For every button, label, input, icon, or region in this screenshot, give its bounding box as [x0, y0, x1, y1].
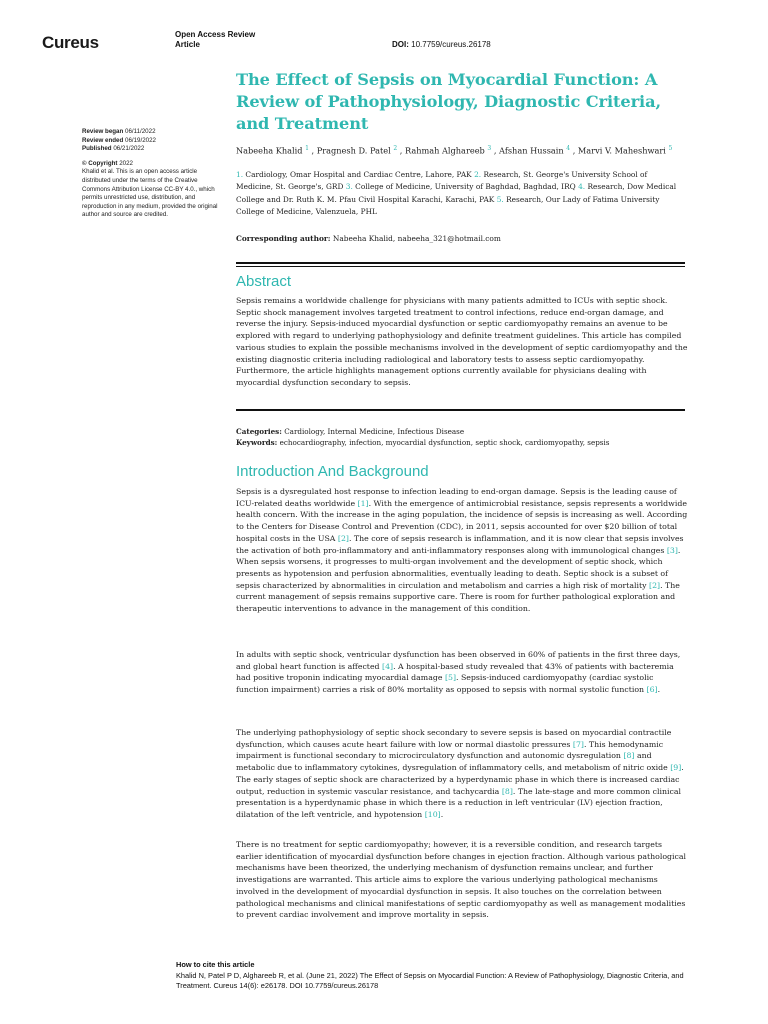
categories-keywords	[236, 427, 696, 448]
citation-link[interactable]: [2]	[337, 533, 349, 543]
citation-link[interactable]: [2]	[649, 580, 661, 590]
abstract-heading: Abstract	[236, 273, 292, 290]
author-affiliation-ref[interactable]: 4	[566, 145, 571, 152]
paragraph-text: The underlying pathophysiology of septic shock secondary to severe sepsis is based on myocardial contractile dysfunction, which causes acute heart failure with low or normal diastolic pressures	[236, 728, 672, 749]
affiliation-number: 1.	[236, 170, 244, 179]
author-affiliation-ref[interactable]: 2	[393, 145, 398, 152]
copyright: © Copyright 2022	[82, 159, 133, 167]
affiliation-text: Cardiology, Omar Hospital and Cardiac Centre, Lahore, PAK	[245, 170, 472, 179]
section-divider	[236, 266, 685, 267]
citation-text: Khalid N, Patel P D, Alghareeb R, et al. (June 21, 2022) The Effect of Sepsis on Myocardial Function: A Review of Pathophysiology, Diagnostic Criteria, and Treatment. Cureus 14(6): e26178. DOI 10.7759/cureus.26178	[176, 970, 684, 990]
author-name[interactable]: Marvi V. Maheshwari	[577, 145, 666, 156]
paragraph-text: . The core of sepsis research is inflammation, and it is now clear that sepsis involves the activation of both pro-inflammatory and anti-inflammatory responses along with immunological changes	[236, 533, 684, 555]
author-name[interactable]: Nabeeha Khalid	[236, 145, 303, 156]
paragraph-text: . The late-stage and more common clinical presentation is a hyperdynamic phase in which there is a reduction in left ventricular (LV) ejection fraction, dilatation of the left ventricle, and hypotension	[236, 786, 681, 819]
affiliation-number: 2.	[474, 170, 482, 179]
paragraph-text: . With the emergence of antimicrobial resistance, sepsis represents a worldwide health concern. With the increase in the aging population, the incidence of sepsis is increasing as well. According to the Centers for Disease Control and Prevention (CDC), in 2011, sepsis accounted for over $20 billion of total hospital costs in the USA	[236, 498, 688, 543]
affiliation-text: Research, Our Lady of Fatima University College of Medicine, Valenzuela, PHL	[236, 194, 660, 217]
author-name[interactable]: Rahmah Alghareeb	[404, 145, 485, 156]
intro-paragraph-2	[236, 649, 688, 696]
section-divider	[236, 409, 685, 411]
article-type-line2: Article	[175, 40, 200, 49]
introduction-heading: Introduction And Background	[236, 463, 429, 480]
cureus-logo[interactable]: Cureus	[42, 33, 99, 52]
publication-sidebar	[82, 128, 222, 220]
paragraph-text: . The early stages of septic shock are characterized by a hyperdynamic phase in which there is increased cardiac output, reduction in systemic vascular resistance, and tachycardia	[236, 763, 684, 796]
citation-link[interactable]: [8]	[623, 751, 635, 761]
author-affiliation-ref[interactable]: 3	[487, 145, 492, 152]
paragraph-text: . When sepsis worsens, it progresses to multi-organ involvement and the development of septic shock, which presents as hypotension and perfusion abnormalities, eventually leading to death. Septic shock is a subset of sepsis characterized by abnormalities in circulation and metabolism and carries a high risk of mortality	[236, 545, 681, 590]
affiliation-text: Research, Dow Medical College and Dr. Ruth K. M. Pfau Civil Hospital Karachi, Karachi, PAK	[236, 182, 677, 204]
paragraph-text: There is no treatment for septic cardiomyopathy; however, it is a reversible condition, and research targets earlier identification of myocardial dysfunction before changes in ejection fraction. Although various pathological mechanisms have been theorized, the underlying mechanism of dysfunction remains unclear, and further investigations are warranted. This article aims to explore the various underlying pathological mechanisms involved in the development of myocardial dysfunction in sepsis. It also touches on the correlation between pathological mechanisms and clinical manifestations of septic cardiomyopathy as well as management modalities to prevent cardiac involvement and improve mortality in sepsis.	[236, 840, 687, 920]
intro-paragraph-4	[236, 839, 688, 921]
citation-heading: How to cite this article	[176, 960, 255, 969]
author-name[interactable]: Afshan Hussain	[499, 145, 564, 156]
citation-link[interactable]: [1]	[357, 498, 369, 508]
citation-link[interactable]: [8]	[501, 786, 513, 796]
citation-link[interactable]: [9]	[670, 763, 682, 773]
abstract-body: Sepsis remains a worldwide challenge for physicians with many patients admitted to ICUs with septic shock. Septic shock management involves targeted treatment to control infections, reduce end-organ damage, and reverse the injury. Sepsis-induced myocardial dysfunction or septic cardiomyopathy remains an avenue to be explored with regard to underlying pathophysiology and definite treatment guidelines. This article has compiled various studies to explain the possible mechanisms involved in the development of septic cardiomyopathy and the existing diagnostic criteria including radiological and laboratory tests to assess septic cardiomyopathy. Furthermore, the article highlights management options currently available for physicians dealing with myocardial dysfunction secondary to sepsis.	[236, 296, 688, 387]
affiliation-number: 5.	[496, 194, 504, 204]
citation-link[interactable]: [10]	[424, 809, 441, 819]
paragraph-text: and metabolic due to inflammatory cytokines, dysregulation of inflammatory cells, and metabolism of nitric oxide	[236, 751, 671, 773]
corresponding-value[interactable]: Nabeeha Khalid, nabeeha_321@hotmail.com	[332, 234, 501, 243]
citation-link[interactable]: [6]	[646, 685, 658, 695]
paragraph-text: . The current management of sepsis remains supportive care. There is room for further pathological exploration and therapeutic interventions to advance in the management of this condition.	[236, 580, 680, 614]
paragraph-text: . This hemodynamic impairment is functional secondary to microcirculatory dysfunction and autonomic dysregulation	[236, 739, 664, 761]
citation-link[interactable]: [4]	[382, 661, 394, 671]
article-title: The Effect of Sepsis on Myocardial Function: A Review of Pathophysiology, Diagnostic Criteria, and Treatment	[236, 70, 662, 133]
paragraph-text: Sepsis is a dysregulated host response to infection leading to end-organ damage. Sepsis is the leading cause of ICU-related deaths worldwide	[236, 487, 677, 508]
affiliation-text: Research, St. George's University School of Medicine, St. George's, GRD	[236, 170, 648, 192]
keywords: Keywords: echocardiography, infection, myocardial dysfunction, septic shock, cardiomyopathy, sepsis	[236, 437, 610, 447]
affiliations	[236, 169, 686, 219]
doi-label: DOI:	[392, 40, 409, 49]
section-divider	[236, 262, 685, 264]
doi-header	[392, 40, 491, 49]
review-ended: Review ended 06/19/2022	[82, 136, 156, 144]
citation-link[interactable]: [7]	[572, 739, 584, 749]
categories: Categories: Cardiology, Internal Medicine, Infectious Disease	[236, 427, 465, 436]
paragraph-text: . A hospital-based study revealed that 43% of patients with bacteremia had positive troponin indicating myocardial damage	[236, 661, 674, 683]
article-type	[175, 30, 255, 50]
author-affiliation-ref[interactable]: 5	[668, 145, 673, 152]
intro-paragraph-3	[236, 727, 688, 821]
paragraph-text: .	[440, 809, 444, 819]
paragraph-text: . Sepsis-induced cardiomyopathy (cardiac systolic function impairment) carries a risk of 80% mortality as opposed to sepsis with normal systolic function	[236, 673, 654, 695]
doi-value[interactable]: 10.7759/cureus.26178	[411, 40, 491, 49]
author-affiliation-ref[interactable]: 1	[305, 145, 309, 152]
license-text: Khalid et al. This is an open access article distributed under the terms of the Creative Commons Attribution License CC-BY 4.0., which permits unrestricted use, distribution, and reproduction in any medium, provided the original author and source are credited.	[82, 168, 218, 219]
citation-link[interactable]: [3]	[666, 545, 678, 555]
intro-paragraph-1	[236, 486, 688, 615]
paragraph-text: .	[657, 685, 661, 695]
author-name[interactable]: Pragnesh D. Patel	[316, 145, 391, 156]
corresponding-author	[236, 234, 501, 243]
paragraph-text: In adults with septic shock, ventricular dysfunction has been observed in 60% of patients in the first three days, and global heart function is affected	[236, 650, 681, 671]
published-date: Published 06/21/2022	[82, 145, 145, 153]
affiliation-number: 4.	[578, 182, 586, 192]
author-list: Nabeeha Khalid $^1$ , Pragnesh D. Patel $^2$ , Rahmah Alghareeb $^3$ , Afshan Hussain $^4$ , Marvi V. Maheshwari $^5$	[236, 145, 673, 156]
affiliation-number: 3.	[345, 182, 353, 192]
citation-link[interactable]: [5]	[444, 673, 456, 683]
review-began: Review began 06/11/2022	[82, 128, 156, 135]
affiliation-text: College of Medicine, University of Baghdad, Baghdad, IRQ	[355, 182, 576, 192]
corresponding-label: Corresponding author:	[236, 234, 331, 243]
citation-footer	[176, 960, 716, 992]
article-type-line1: Open Access Review	[175, 30, 256, 39]
